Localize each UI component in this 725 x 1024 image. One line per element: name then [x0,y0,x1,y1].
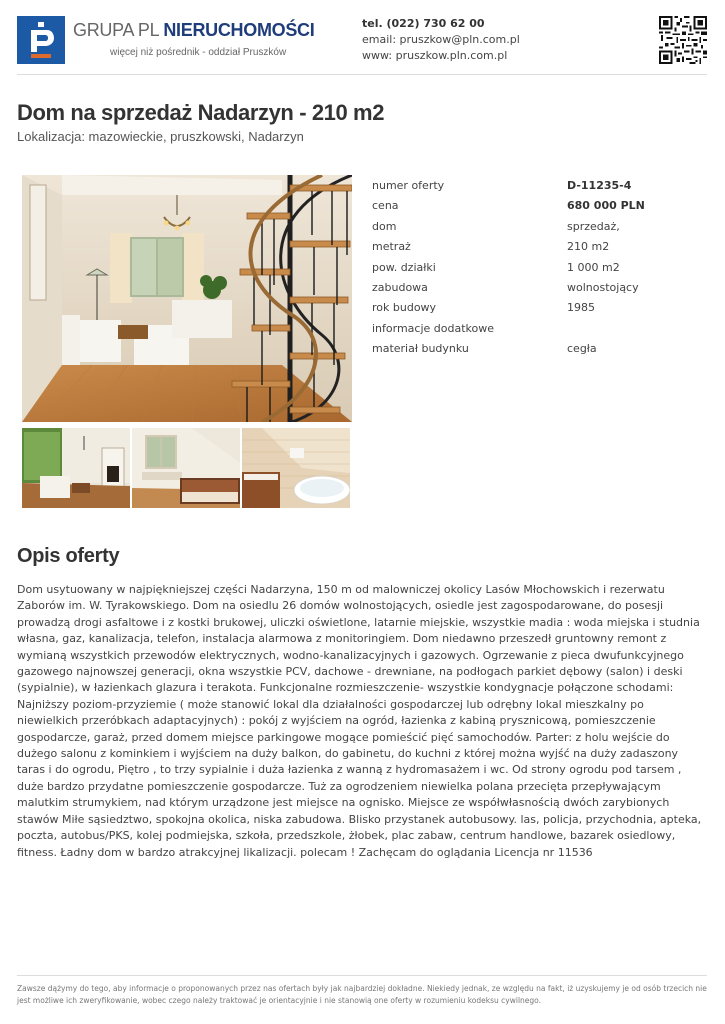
detail-label: materiał budynku [372,342,469,356]
thumbnail-photo-2[interactable] [132,428,240,508]
header-divider [17,74,707,75]
detail-value: wolnostojący [567,280,639,294]
detail-row [372,237,712,257]
detail-row [372,176,712,196]
detail-value: cegła [567,342,597,356]
pl-logo-icon [17,16,65,64]
detail-value: 1985 [567,301,595,315]
detail-label: informacje dodatkowe [372,321,495,335]
detail-label: pow. działki [372,260,436,274]
brand-bold: NIERUCHOMOŚCI [163,20,315,40]
thumbnail-photo-3[interactable] [242,428,350,508]
detail-row [372,319,712,339]
detail-value: 680 000 PLN [567,199,645,213]
detail-value: D-11235-4 [567,179,632,192]
detail-row [372,339,712,359]
page-header [0,0,725,74]
brand-prefix: GRUPA PL [73,20,164,40]
detail-row [372,217,712,237]
detail-value: sprzedaż, [567,219,620,233]
description-text: Dom usytuowany w najpiękniejszej części Nadarzyna, 150 m od malowniczej okolicy Lasów Młochowskich i rezerwatu Zaborów im. W. Tyrakowskiego. Dom na osiedlu 26 domów wolnostojących, osiedle jest zagospodarowane, do posesji prowadzą drogi asfaltowe i z kostki brukowej, uliczki oświetlone, latarnie miejskie, wszystkie madia : woda miejska i studnia własna, gaz, kanalizacja, telefon, instalacja alarmowa z monitoringiem. Dom niedawno przeszedł gruntowny remont z wymianą wszystkich przewodów elektrycznych, wodno-kanalizacyjnych i gazowych. Ogrzewanie z pieca dwufunkcyjnego gazowego najnowszej generacji, okna wszystkie PCV, dachowe - drewniane, na podłogach parkiet dębowy (salon) i deski (sypialnie), w łazienkach glazura i terakota. Funkcjonalne rozmieszczenie- wszystkie kondygnacje połączone schodami: Najniższy poziom-przyziemie ( może stanowić lokal dla działalności gospodarczej lub odrębny lokal mieszkalny po niewielkich przeróbkach adaptacyjnych) : pokój z wyjściem na ogród, łazienka z kabiną prysznicową, pomieszczenie gospodarcze, garaż, przed domem miejsce parkingowe mogące pomieścić pięć samochodów. Parter: z holu wejście do dużego salonu z kominkiem i wyjściem na duży balkon, do gabinetu, do kuchni z której można wyjść na duży zadaszony taras i do ogrodu, Piętro , to trzy sypialnie i duża łazienka z wanną z hydromasażem i wc. Od strony ogrodu pod tarsem , duże bardzo przydatne pomieszczenie gospodarcze. Tuż za ogrodzeniem niewielka polana przecięta przepływającym malutkim strumykiem, nad którym urządzone jest miejsce na ognisko. Miejsce ze współwłasnością dwóch zarybionych stawów Miłe sąsiedztwo, spokojna okolica, niska zabudowa. Blisko przystanek autobusowy. las, policja, przychodnia, apteka, poczta, autobus/PKS, kolej podmiejska, szkoła, przedszkole, żłobek, plac zabaw, centrum handlowe, bazarek osiedlowy, fitness. Ładny dom w bardzo atrakcyjnej likalizacji. polecam ! Zachęcam do oglądania Licencja nr 11536 [17,583,702,859]
detail-label: zabudowa [372,280,428,294]
detail-row [372,278,712,298]
detail-row [372,258,712,278]
qr-code-icon [659,16,707,64]
brand-name [73,20,314,41]
detail-row [372,298,712,318]
detail-label: rok budowy [372,301,437,315]
detail-label: metraż [372,240,411,254]
detail-value: 210 m2 [567,240,610,254]
contact-phone[interactable]: tel. (022) 730 62 00 [362,17,485,30]
detail-label: numer oferty [372,179,445,192]
location-line: Lokalizacja: mazowieckie, pruszkowski, Nadarzyn [17,129,304,144]
detail-label: dom [372,219,397,233]
contact-website[interactable]: www: pruszkow.pln.com.pl [362,49,508,62]
description-heading: Opis oferty [17,545,120,567]
detail-value: 1 000 m2 [567,260,620,274]
brand-tagline: więcej niż pośrednik - oddział Pruszków [110,47,287,58]
thumbnail-photo-1[interactable] [22,428,130,508]
detail-label: cena [372,199,399,213]
contact-email[interactable]: email: pruszkow@pln.com.pl [362,33,520,46]
page-title: Dom na sprzedaż Nadarzyn - 210 m2 [17,100,385,125]
contact-info [362,16,520,64]
detail-row [372,196,712,216]
footer-divider [17,975,707,976]
offer-details-table [372,176,712,360]
main-photo[interactable] [22,175,352,422]
footer-disclaimer: Zawsze dążymy do tego, aby informacje o proponowanych przez nas ofertach były jak najbardziej dokładne. Niekiedy jednak, ze względu na fakt, iż uzyskujemy je od osób trzecich nie jest możliwe ich zweryfikowanie, wobec czego należy traktować je orientacyjnie i nie stanowią one oferty w rozumieniu kodeksu cywilnego. [17,984,707,1005]
